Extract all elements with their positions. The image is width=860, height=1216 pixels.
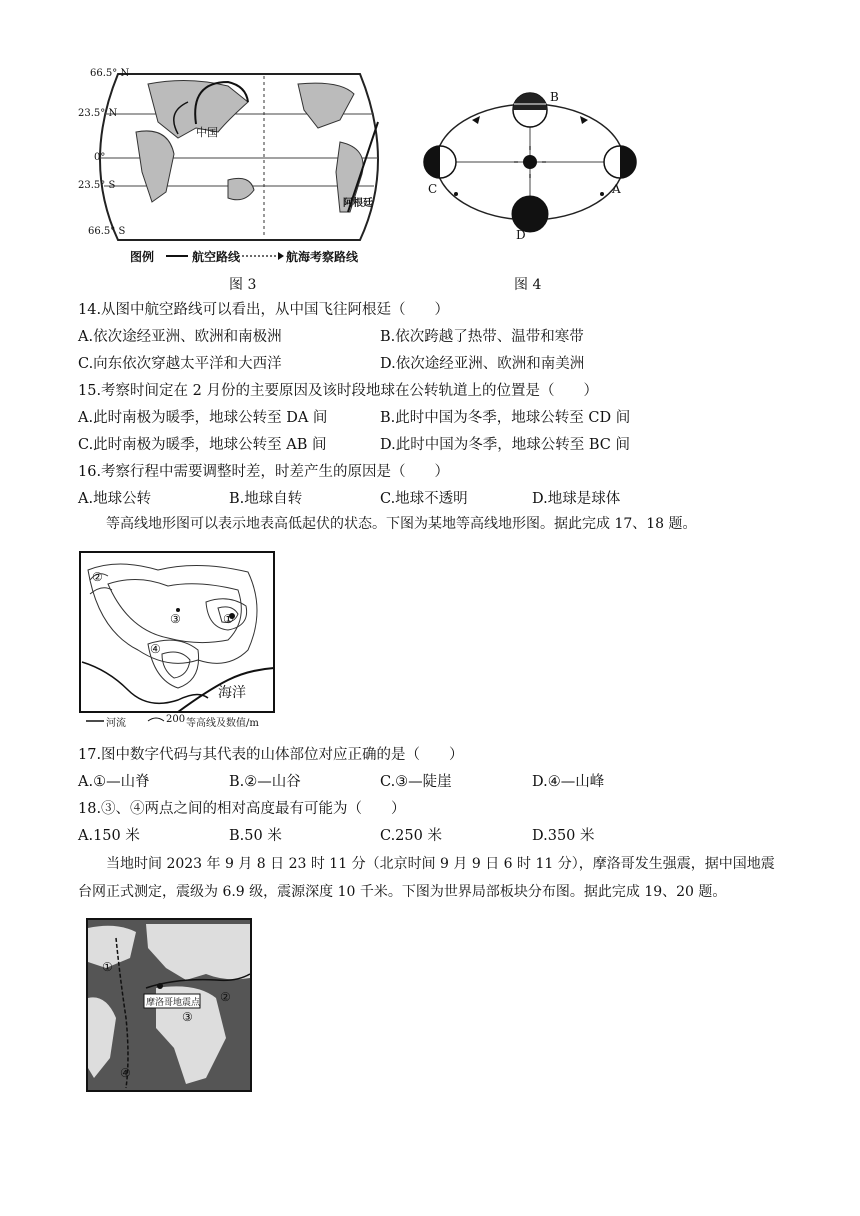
china-label: 中国: [196, 126, 218, 139]
q16-option-a[interactable]: A.地球公转: [78, 491, 152, 507]
q18-stem: 18.③、④两点之间的相对高度最有可能为（ ）: [78, 801, 406, 817]
contour-label-4: ④: [150, 642, 161, 656]
q17-option-b[interactable]: B.②—山谷: [229, 774, 301, 790]
label-b: B: [550, 90, 559, 104]
lat-label-66N: 66.5° N: [90, 68, 130, 79]
q16-option-d[interactable]: D.地球是球体: [532, 491, 621, 507]
contour-map-svg: [78, 550, 276, 730]
q17-option-a[interactable]: A.①—山脊: [78, 774, 150, 790]
q14-option-c[interactable]: C.向东依次穿越太平洋和大西洋: [78, 356, 282, 372]
q14-stem: 14.从图中航空路线可以看出，从中国飞往阿根廷（ ）: [78, 302, 450, 318]
q15-stem: 15.考察时间定在 2 月份的主要原因及该时段地球在公转轨道上的位置是（ ）: [78, 383, 599, 399]
earth-d: [512, 196, 548, 232]
legend-contour-value: 200: [166, 714, 186, 725]
q17-option-c[interactable]: C.③—陡崖: [380, 774, 452, 790]
figure-3-caption: 图 3: [229, 277, 257, 293]
q18-option-c[interactable]: C.250 米: [380, 828, 442, 844]
q18-option-b[interactable]: B.50 米: [229, 828, 282, 844]
plate-label-2: ②: [220, 990, 231, 1004]
contour-label-1: ①: [223, 612, 234, 626]
legend-sea-route: 航海考察路线: [286, 250, 359, 264]
plate-label-4: ④: [120, 1066, 131, 1080]
contour-label-2: ②: [92, 570, 103, 584]
plate-label-3: ③: [182, 1010, 193, 1024]
q18-option-a[interactable]: A.150 米: [78, 828, 140, 844]
q17-stem: 17.图中数字代码与其代表的山体部位对应正确的是（ ）: [78, 747, 464, 763]
q14-option-d[interactable]: D.依次途经亚洲、欧洲和南美洲: [380, 356, 585, 372]
plate-label-1: ①: [102, 960, 113, 974]
orbit-svg: [412, 84, 648, 244]
figure-3-world-map: [78, 62, 400, 272]
label-d: D: [516, 228, 526, 242]
ocean-label: 海洋: [218, 685, 246, 701]
q14-option-a[interactable]: A.依次途经亚洲、欧洲和南极洲: [78, 329, 282, 345]
q16-option-b[interactable]: B.地球自转: [229, 491, 303, 507]
q16-option-c[interactable]: C.地球不透明: [380, 491, 468, 507]
legend-air-route: 航空路线: [192, 250, 241, 264]
intro-17-18: 等高线地形图可以表示地表高低起伏的状态。下图为某地等高线地形图。据此完成 17、18 题。: [106, 516, 697, 532]
q15-option-c[interactable]: C.此时南极为暖季，地球公转至 AB 间: [78, 437, 327, 453]
intro-19-20: 当地时间 2023 年 9 月 8 日 23 时 11 分（北京时间 9 月 9 日 6 时 11 分），摩洛哥发生强震，据中国地震台网正式测定，震级为 6.9 级，震源深度 10 千米。下图为世界局部板块分布图。据此完成 19、20 题。: [78, 856, 775, 900]
figure-4-orbit: [412, 84, 648, 244]
legend-river: 河流: [106, 718, 126, 729]
legend-prefix: 图例: [130, 250, 155, 264]
q17-option-d[interactable]: D.④—山峰: [532, 774, 605, 790]
lat-label-equator: 0°: [94, 152, 106, 163]
label-c: C: [428, 182, 438, 196]
label-a: A: [612, 182, 621, 196]
q18-option-d[interactable]: D.350 米: [532, 828, 595, 844]
legend-contour: 等高线及数值/m: [186, 718, 259, 729]
q14-option-b[interactable]: B.依次跨越了热带、温带和寒带: [380, 329, 584, 345]
lat-label-23N: 23.5° N: [78, 108, 118, 119]
contour-map-figure: [78, 550, 276, 730]
argentina-label: 阿根廷: [343, 198, 373, 209]
q16-stem: 16.考察行程中需要调整时差，时差产生的原因是（ ）: [78, 464, 450, 480]
q15-option-b[interactable]: B.此时中国为冬季，地球公转至 CD 间: [380, 410, 631, 426]
lat-label-66S: 66.5° S: [88, 226, 126, 237]
plate-map-figure: [86, 918, 252, 1092]
contour-label-3: ③: [170, 612, 181, 626]
quake-point-label: 摩洛哥地震点: [146, 998, 201, 1008]
world-map-svg: [78, 62, 400, 272]
figure-4-caption: 图 4: [514, 277, 542, 293]
q15-option-d[interactable]: D.此时中国为冬季，地球公转至 BC 间: [380, 437, 630, 453]
lat-label-23S: 23.5° S: [78, 180, 116, 191]
q15-option-a[interactable]: A.此时南极为暖季，地球公转至 DA 间: [78, 410, 328, 426]
